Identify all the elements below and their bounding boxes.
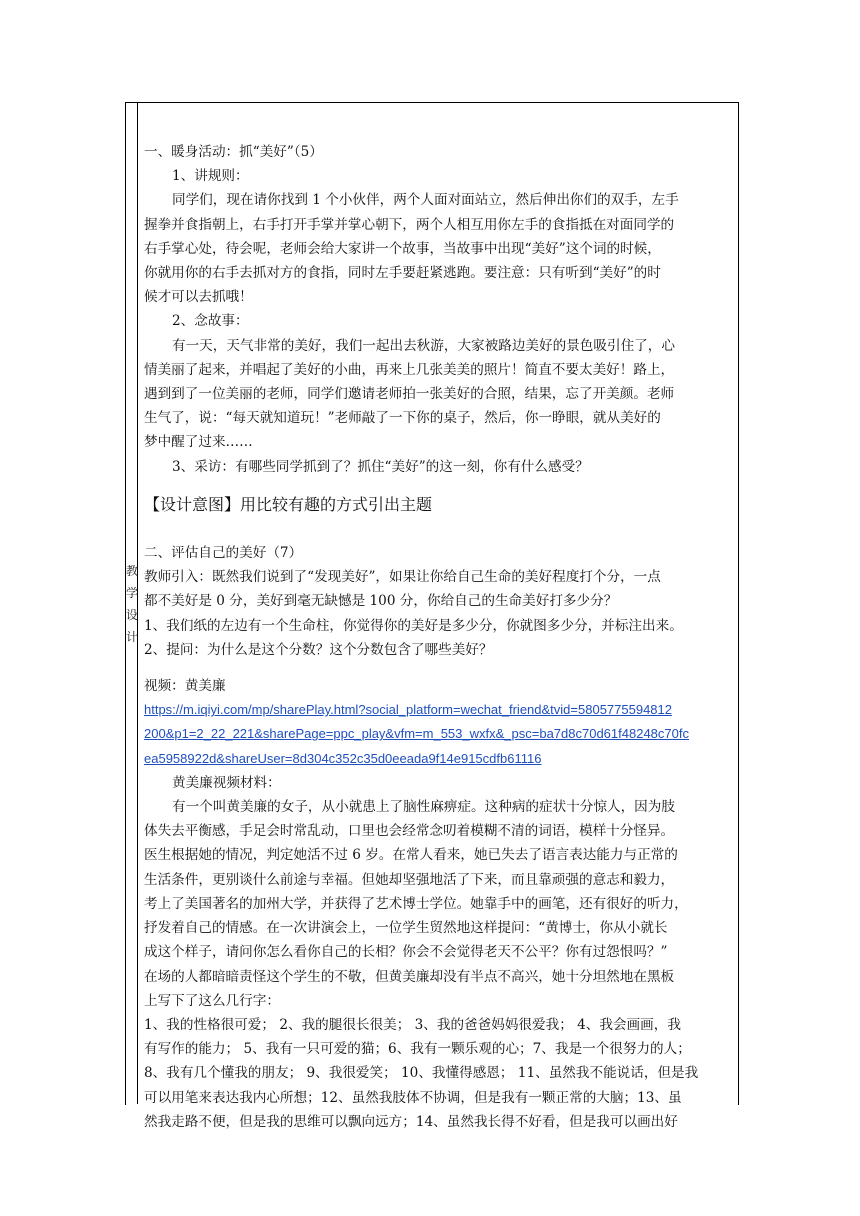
section2-line: 2、提问：为什么是这个分数？这个分数包含了哪些美好？ [144, 641, 493, 658]
story-line: 情美丽了起来，并唱起了美好的小曲，再来上几张美美的照片！简直不要太美好！路上， [144, 361, 675, 378]
rules-line: 候才可以去抓哦！ [144, 289, 253, 306]
video-label: 视频：黄美廉 [144, 678, 226, 695]
side-label-char: 学 [126, 586, 139, 600]
story-title: 2、念故事： [172, 313, 249, 330]
rules-line: 同学们，现在请你找到 1 个小伙伴，两个人面对面站立，然后伸出你们的双手，左手 [172, 192, 679, 209]
section2-title: 二、评估自己的美好（7） [144, 545, 303, 562]
material-line: 抒发着自己的情感。在一次讲演会上，一位学生贸然地这样提问：“黄博士，你从小就长 [144, 920, 668, 937]
story-line: 有一天，天气非常的美好，我们一起出去秋游，大家被路边美好的景色吸引住了，心 [172, 337, 675, 354]
design-intent: 【设计意图】用比较有趣的方式引出主题 [144, 494, 433, 514]
side-label-char: 计 [126, 630, 139, 644]
list-line: 可以用笔来表达我内心所想；12、虽然我肢体不协调，但是我有一颗正常的大脑；13、虽 [144, 1089, 682, 1106]
material-title: 黄美廉视频材料： [172, 774, 281, 791]
section2-line: 1、我们纸的左边有一个生命柱，你觉得你的美好是多少分，你就图多少分，并标注出来。 [144, 617, 683, 634]
list-line: 1、我的性格很可爱； 2、我的腿很长很美； 3、我的爸爸妈妈很爱我； 4、我会画画，我 [144, 1016, 681, 1033]
material-line: 医生根据她的情况，判定她活不过 6 岁。在常人看来，她已失去了语言表达能力与正常的 [144, 847, 678, 864]
lesson-content [144, 140, 736, 1134]
list-line: 8、我有几个懂我的朋友； 9、我很爱笑； 10、我懂得感恩； 11、虽然我不能说话，但是我 [144, 1065, 699, 1082]
story-line: 遇到到了一位美丽的老师，同学们邀请老师拍一张美好的合照，结果，忘了开美颜。老师 [144, 386, 675, 403]
story-line: 梦中醒了过来…… [144, 434, 253, 451]
material-line: 在场的人都暗暗责怪这个学生的不敬，但黄美廉却没有半点不高兴，她十分坦然地在黑板 [144, 968, 675, 985]
material-line: 生活条件，更别谈什么前途与幸福。但她却坚强地活了下来，而且靠顽强的意志和毅力， [144, 871, 675, 888]
section2-line: 教师引入：既然我们说到了“发现美好”，如果让你给自己生命的美好程度打个分，一点 [144, 569, 661, 586]
video-link[interactable]: ea5958922d&shareUser=8d304c352c35d0eeada9f14e915cdfb61116 [144, 750, 542, 766]
video-link[interactable]: 200&p1=2_22_221&sharePage=ppc_play&vfm=m_553_wxfx&_psc=ba7d8c70d61f48248c70fc [144, 726, 689, 742]
rules-line: 你就用你的右手去抓对方的食指，同时左手要赶紧逃跑。要注意：只有听到“美好”的时 [144, 265, 661, 282]
material-line: 上写下了这么几行字： [144, 992, 280, 1009]
material-line: 有一个叫黄美廉的女子，从小就患上了脑性麻痹症。这种病的症状十分惊人，因为肢 [172, 799, 675, 816]
list-line: 有写作的能力； 5、我有一只可爱的猫；6、我有一颗乐观的心；7、我是一个很努力的人； [144, 1041, 691, 1058]
material-line: 体失去平衡感，手足会时常乱动，口里也会经常念叨着模糊不清的词语，模样十分怪异。 [144, 823, 675, 840]
section1-title: 一、暖身活动：抓“美好”（5） [144, 144, 323, 160]
material-line: 成这个样子，请问你怎么看你自己的长相？你会不会觉得老天不公平？你有过怨恨吗？” [144, 944, 668, 961]
rules-title: 1、讲规则： [172, 168, 249, 185]
list-line: 然我走路不便，但是我的思维可以飘向远方；14、虽然我长得不好看，但是我可以画出好 [144, 1113, 678, 1130]
rules-line: 右手掌心处，待会呢，老师会给大家讲一个故事，当故事中出现“美好”这个词的时候， [144, 240, 661, 257]
section2-line: 都不美好是 0 分，美好到毫无缺憾是 100 分，你给自己的生命美好打多少分？ [144, 593, 618, 610]
side-label [126, 560, 138, 648]
side-label-char: 教 [126, 564, 139, 578]
material-line: 考上了美国著名的加州大学，并获得了艺术博士学位。她靠手中的画笔，还有很好的听力， [144, 895, 688, 912]
rules-line: 握拳并食指朝上，右手打开手掌并掌心朝下，两个人相互用你左手的食指抵在对面同学的 [144, 216, 675, 233]
story-line: 生气了，说：“每天就知道玩！”老师敲了一下你的桌子，然后，你一睁眼，就从美好的 [144, 410, 661, 427]
video-link[interactable]: https://m.iqiyi.com/mp/sharePlay.html?social_platform=wechat_friend&tvid=5805775594812 [144, 702, 672, 718]
interview-line: 3、采访：有哪些同学抓到了？抓住“美好”的这一刻，你有什么感受？ [172, 458, 589, 475]
side-label-char: 设 [126, 608, 139, 622]
